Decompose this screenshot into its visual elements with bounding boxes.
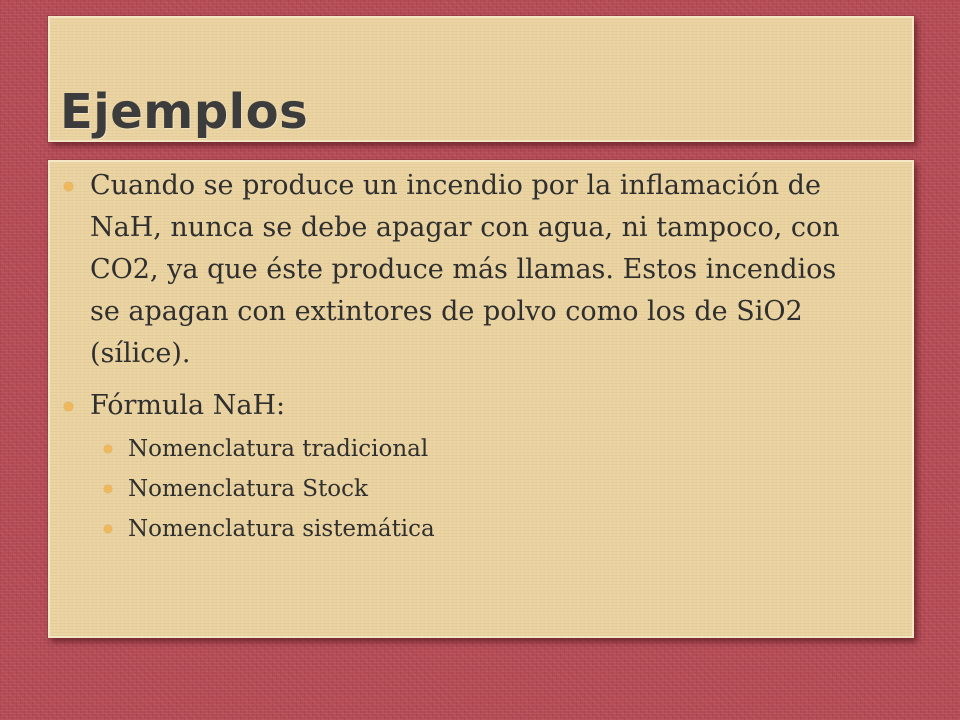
bullet-dot-icon bbox=[64, 402, 73, 411]
sub-bullet-list bbox=[90, 429, 874, 549]
sub-bullet-item bbox=[90, 469, 874, 509]
title-panel bbox=[48, 16, 914, 142]
bullet-text: Fórmula NaH: bbox=[90, 390, 286, 421]
bullet-item bbox=[64, 385, 874, 549]
sub-bullet-text: Nomenclatura sistemática bbox=[128, 516, 435, 542]
bullet-list bbox=[64, 165, 874, 559]
sub-bullet-text: Nomenclatura tradicional bbox=[128, 436, 429, 462]
sub-bullet-text: Nomenclatura Stock bbox=[128, 476, 368, 502]
slide-title: Ejemplos bbox=[60, 84, 309, 140]
bullet-text: Cuando se produce un incendio por la inflamación de NaH, nunca se debe apagar con agua, ni tampoco, con CO2, ya que éste produce más llamas. Estos incendios se apagan con extintores de polvo como los de SiO2 (sílice). bbox=[90, 170, 840, 369]
sub-bullet-item bbox=[90, 509, 874, 549]
bullet-dot-icon bbox=[104, 485, 112, 493]
bullet-dot-icon bbox=[104, 525, 112, 533]
content-panel bbox=[48, 160, 914, 638]
sub-bullet-item bbox=[90, 429, 874, 469]
bullet-dot-icon bbox=[64, 182, 73, 191]
bullet-dot-icon bbox=[104, 445, 112, 453]
bullet-item bbox=[64, 165, 874, 375]
